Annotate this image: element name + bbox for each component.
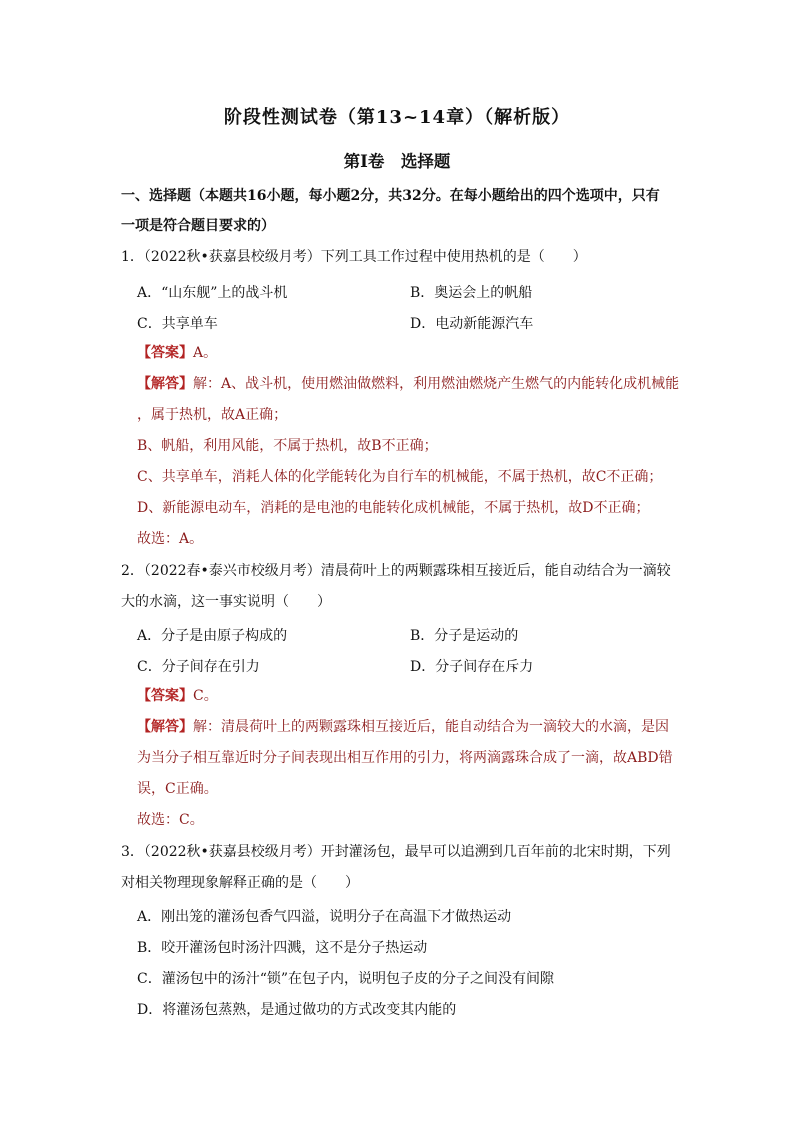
q3-option-b: B．咬开灌汤包时汤汁四溅，这不是分子热运动 (137, 940, 428, 956)
q1-option-d: D．电动新能源汽车 (410, 316, 534, 332)
analysis-tag: 【解答】 (137, 719, 193, 735)
q2-option-b: B．分子是运动的 (410, 628, 519, 644)
answer-tag: 【答案】 (137, 345, 193, 361)
q1-analysis-line-5: D、新能源电动车，消耗的是电池的电能转化成机械能，不属于热机，故D不正确； (137, 500, 650, 516)
q2-option-d: D．分子间存在斥力 (410, 659, 534, 675)
q2-option-a: A．分子是由原子构成的 (137, 628, 288, 644)
q2-answer (137, 687, 218, 705)
q1-analysis-line-2: ，属于热机，故A正确； (137, 407, 288, 423)
q2-analysis-line-1 (137, 718, 669, 736)
section-instructions-line-1: 一、选择题（本题共16小题，每小题2分，共32分。在每小题给出的四个选项中，只有 (121, 188, 660, 204)
q3-stem-line-2: 对相关物理现象解释正确的是（ ） (121, 875, 359, 891)
section-instructions-line-2: 一项是符合题目要求的） (121, 218, 275, 234)
page-title: 阶段性测试卷（第13~14章）（解析版） (223, 107, 571, 128)
analysis-text: 解：清晨荷叶上的两颗露珠相互接近后，能自动结合为一滴较大的水滴，是因 (193, 719, 669, 735)
section-subtitle: 第Ⅰ卷 选择题 (343, 152, 451, 171)
q1-option-c: C．共享单车 (137, 316, 218, 332)
answer-value: C。 (193, 688, 218, 704)
q1-answer (137, 344, 217, 362)
q3-stem-line-1: 3．（2022秋•获嘉县校级月考）开封灌汤包，最早可以追溯到几百年前的北宋时期，下列 (121, 844, 671, 860)
q1-choose: 故选：A。 (137, 531, 204, 547)
q1-stem: 1．（2022秋•获嘉县校级月考）下列工具工作过程中使用热机的是（ ） (121, 249, 587, 265)
q1-analysis-line-3: B、帆船，利用风能，不属于热机，故B不正确； (137, 438, 438, 454)
q1-option-a: A．“山东舰”上的战斗机 (137, 285, 288, 301)
q2-analysis-line-3: 误，C正确。 (137, 781, 218, 797)
q2-option-c: C．分子间存在引力 (137, 659, 260, 675)
q2-analysis-line-2: 为当分子相互靠近时分子间表现出相互作用的引力，将两滴露珠合成了一滴，故ABD错 (137, 750, 673, 766)
analysis-tag: 【解答】 (137, 376, 193, 392)
answer-value: A。 (193, 345, 218, 361)
q2-choose: 故选：C。 (137, 812, 204, 828)
q3-option-c: C．灌汤包中的汤汁“锁”在包子内，说明包子皮的分子之间没有间隙 (137, 971, 555, 987)
q3-option-d: D．将灌汤包蒸熟，是通过做功的方式改变其内能的 (137, 1002, 457, 1018)
answer-tag: 【答案】 (137, 688, 193, 704)
q3-option-a: A．刚出笼的灌汤包香气四溢，说明分子在高温下才做热运动 (137, 909, 512, 925)
q1-analysis-line-1 (137, 375, 679, 393)
q2-stem-line-2: 大的水滴，这一事实说明（ ） (121, 594, 331, 610)
q1-analysis-line-4: C、共享单车，消耗人体的化学能转化为自行车的机械能，不属于热机，故C不正确； (137, 469, 663, 485)
analysis-text: 解：A、战斗机，使用燃油做燃料，利用燃油燃烧产生燃气的内能转化成机械能 (193, 376, 680, 392)
q2-stem-line-1: 2．（2022春•泰兴市校级月考）清晨荷叶上的两颗露珠相互接近后，能自动结合为一滴较 (121, 563, 671, 579)
q1-option-b: B．奥运会上的帆船 (410, 285, 533, 301)
